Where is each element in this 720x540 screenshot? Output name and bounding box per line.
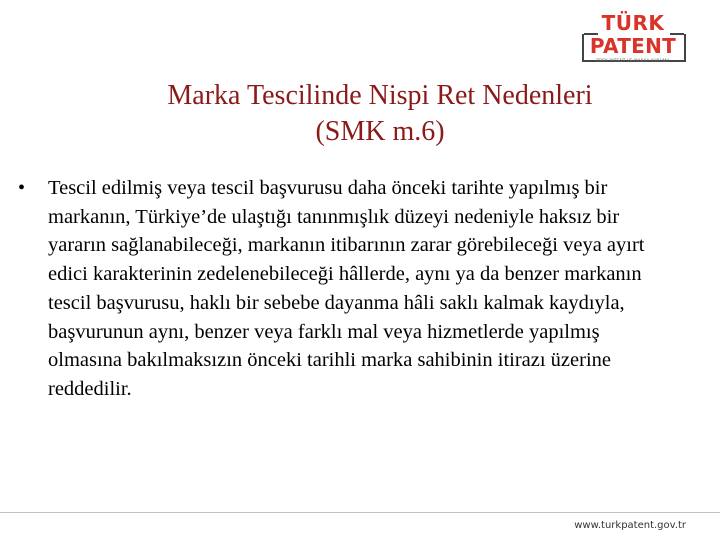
- logo-word-turk: TÜRK: [601, 11, 665, 35]
- slide-content: [18, 174, 658, 404]
- slide-title-line1: Marka Tescilinde Nispi Ret Nedenleri: [167, 80, 593, 111]
- bullet-item: [18, 174, 658, 404]
- logo-tagline: TÜRK PATENT VE MARKA KURUMU: [596, 58, 670, 63]
- bullet-icon: •: [18, 177, 26, 199]
- footer-url: www.turkpatent.gov.tr: [574, 520, 686, 531]
- slide-title: [80, 78, 680, 150]
- logo-word-patent: PATENT: [589, 34, 677, 58]
- bullet-text: Tescil edilmiş veya tescil başvurusu daha önceki tarihte yapılmış bir markanın, Türkiye’de ulaştığı tanınmışlık düzeyi nedeniyle haksız bir yararın sağlanabileceği, markanın itibarının zarar görebileceği veya ayırt edici karakterinin zedelenebileceği hâllerde, aynı ya da benzer markanın tescil başvurusu, haklı bir sebebe dayanma hâli saklı kalmak kaydıyla, başvurunun aynı, benzer veya farklı mal veya hizmetlerde yapılmış olmasına bakılmaksızın önceki tarihli marka sahibinin itirazı üzerine reddedilir.: [48, 177, 645, 400]
- footer-divider: [0, 512, 720, 513]
- slide-title-line2: (SMK m.6): [315, 116, 445, 147]
- turkpatent-logo: [580, 12, 686, 64]
